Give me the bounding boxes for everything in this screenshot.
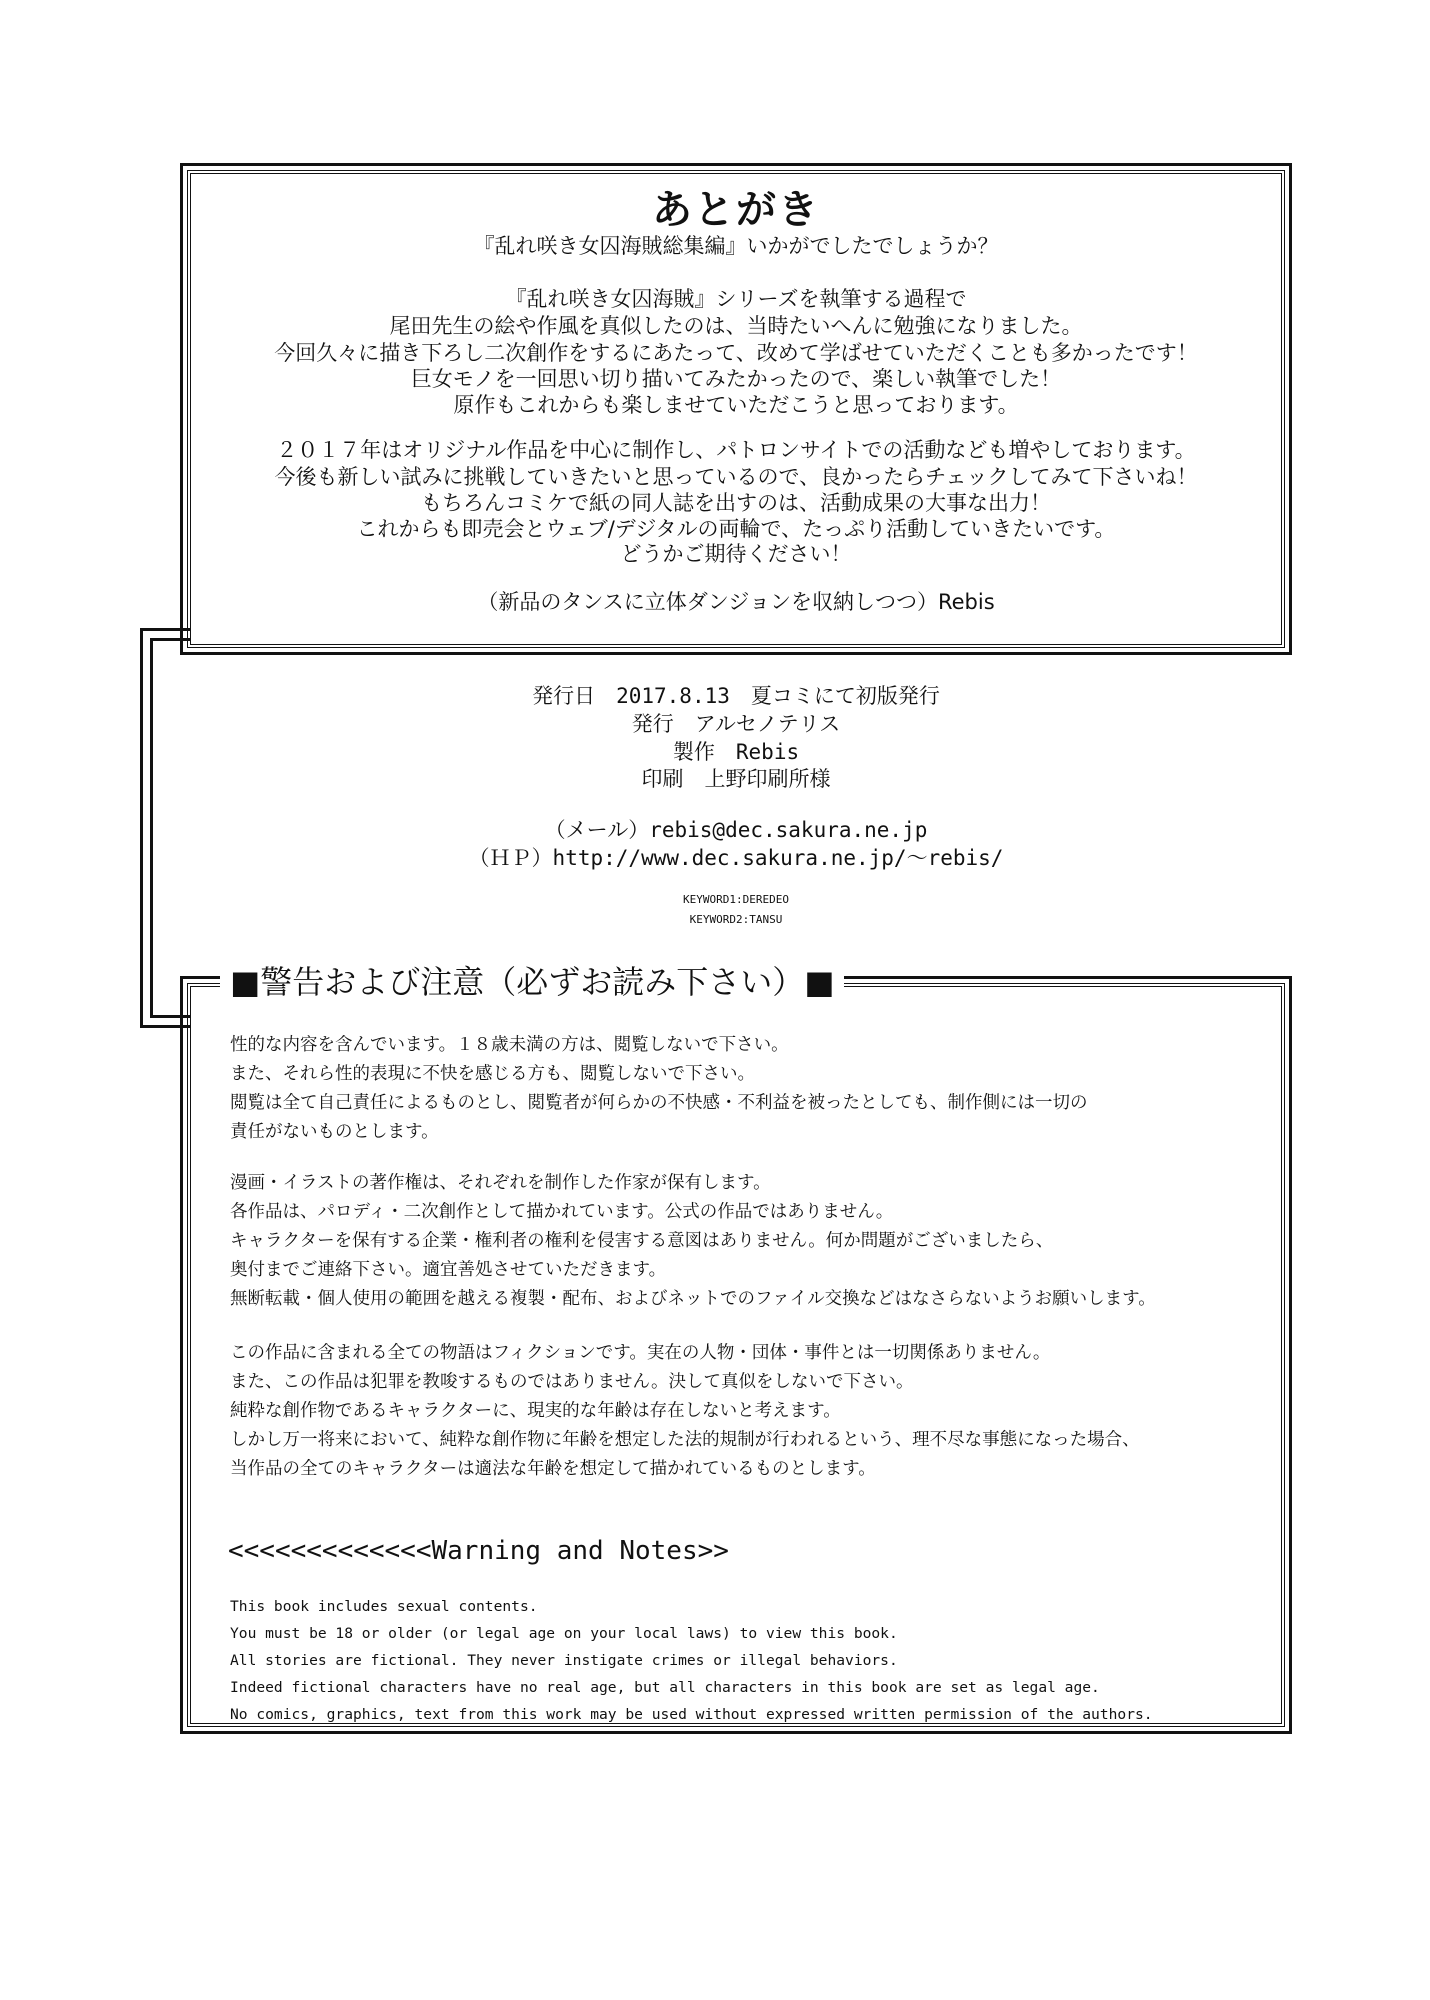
- colophon-keyword: KEYWORD2:TANSU: [689, 913, 783, 926]
- connector-vertical-inner: [150, 638, 153, 1018]
- warning-en-line: All stories are fictional. They never instigate crimes or illegal behaviors.: [230, 1652, 898, 1669]
- warning-line: 閲覧は全て自己責任によるものとし、閲覧者が何らかの不快感・不利益を被ったとしても、制作側には一切の: [230, 1093, 1088, 1113]
- warning-line: 漫画・イラストの著作権は、それぞれを制作した作家が保有します。: [230, 1173, 771, 1193]
- warning-en-line: This book includes sexual contents.: [230, 1598, 538, 1615]
- warning-line: 無断転載・個人使用の範囲を越える複製・配布、およびネットでのファイル交換などはなさらないようお願いします。: [230, 1289, 1156, 1309]
- warning-line: 責任がないものとします。: [230, 1122, 439, 1142]
- afterword-line: 原作もこれからも楽しませていただこうと思っております。: [453, 393, 1019, 417]
- connector-bottom-inner: [150, 1015, 190, 1018]
- warning-line: この作品に含まれる全ての物語はフィクションです。実在の人物・団体・事件とは一切関係ありません。: [230, 1343, 1051, 1363]
- connector-bottom: [140, 1025, 190, 1028]
- afterword-line: これからも即売会とウェブ/デジタルの両輪で、たっぷり活動していきたいです。: [356, 517, 1116, 541]
- afterword-title: あとがき: [652, 187, 820, 233]
- warning-line: また、この作品は犯罪を教唆するものではありません。決して真似をしないで下さい。: [230, 1372, 914, 1392]
- afterword-line: 今後も新しい試みに挑戦していきたいと思っているので、良かったらチェックしてみて下さいね！: [274, 465, 1198, 489]
- colophon-keyword: KEYWORD1:DEREDEO: [683, 893, 789, 906]
- afterword-line: どうかご期待ください！: [620, 542, 852, 566]
- colophon-date: 発行日 2017.8.13 夏コミにて初版発行: [532, 684, 940, 708]
- afterword-line: 今回久々に描き下ろし二次創作をするにあたって、改めて学ばせていただくことも多かったです！: [274, 341, 1198, 365]
- afterword-line: 尾田先生の絵や作風を真似したのは、当時たいへんに勉強になりました。: [389, 314, 1083, 338]
- warning-en-heading: <<<<<<<<<<<<<Warning and Notes>>: [228, 1536, 729, 1566]
- afterword-line: 『乱れ咲き女囚海賊総集編』いかがでしたでしょうか？: [473, 234, 999, 258]
- connector-vertical: [140, 628, 143, 1028]
- colophon-producer: 製作 Rebis: [672, 740, 800, 764]
- connector-top: [140, 628, 190, 631]
- warning-en-line: Indeed fictional characters have no real age, but all characters in this book are set as legal age.: [230, 1679, 1100, 1696]
- connector-top-inner: [150, 638, 190, 641]
- warning-title: ■警告および注意（必ずお読み下さい）■: [220, 960, 844, 1004]
- warning-line: 性的な内容を含んでいます。１８歳未満の方は、閲覧しないで下さい。: [230, 1035, 789, 1055]
- afterword-line: ２０１７年はオリジナル作品を中心に制作し、パトロンサイトでの活動なども増やしております。: [276, 438, 1196, 462]
- afterword-line: 巨女モノを一回思い切り描いてみたかったので、楽しい執筆でした！: [410, 367, 1062, 391]
- warning-line: 各作品は、パロディ・二次創作として描かれています。公式の作品ではありません。: [230, 1202, 894, 1222]
- colophon-homepage: （ＨＰ）http://www.dec.sakura.ne.jp/～rebis/: [468, 846, 1004, 870]
- afterword-signature: （新品のタンスに立体ダンジョンを収納しつつ）Rebis: [477, 590, 995, 614]
- colophon-email: （メール）rebis@dec.sakura.ne.jp: [544, 818, 928, 842]
- warning-line: 純粋な創作物であるキャラクターに、現実的な年齢は存在しないと考えます。: [230, 1401, 841, 1421]
- warning-line: 当作品の全てのキャラクターは適法な年齢を想定して描かれているものとします。: [230, 1459, 876, 1479]
- warning-line: また、それら性的表現に不快を感じる方も、閲覧しないで下さい。: [230, 1064, 755, 1084]
- warning-en-line: No comics, graphics, text from this work may be used without expressed written permission of the authors.: [230, 1706, 1153, 1723]
- warning-line: 奥付までご連絡下さい。適宜善処させていただきます。: [230, 1260, 667, 1280]
- afterword-line: もちろんコミケで紙の同人誌を出すのは、活動成果の大事な出力！: [421, 491, 1051, 515]
- warning-line: キャラクターを保有する企業・権利者の権利を侵害する意図はありません。何か問題がございましたら、: [230, 1231, 1054, 1251]
- colophon-publisher: 発行 アルセノテリス: [631, 712, 841, 736]
- warning-line: しかし万一将来において、純粋な創作物に年齢を想定した法的規制が行われるという、理不尽な事態になった場合、: [230, 1430, 1140, 1450]
- colophon-printer: 印刷 上野印刷所様: [641, 767, 831, 791]
- warning-en-line: You must be 18 or older (or legal age on your local laws) to view this book.: [230, 1625, 898, 1642]
- afterword-line: 『乱れ咲き女囚海賊』シリーズを執筆する過程で: [505, 287, 967, 311]
